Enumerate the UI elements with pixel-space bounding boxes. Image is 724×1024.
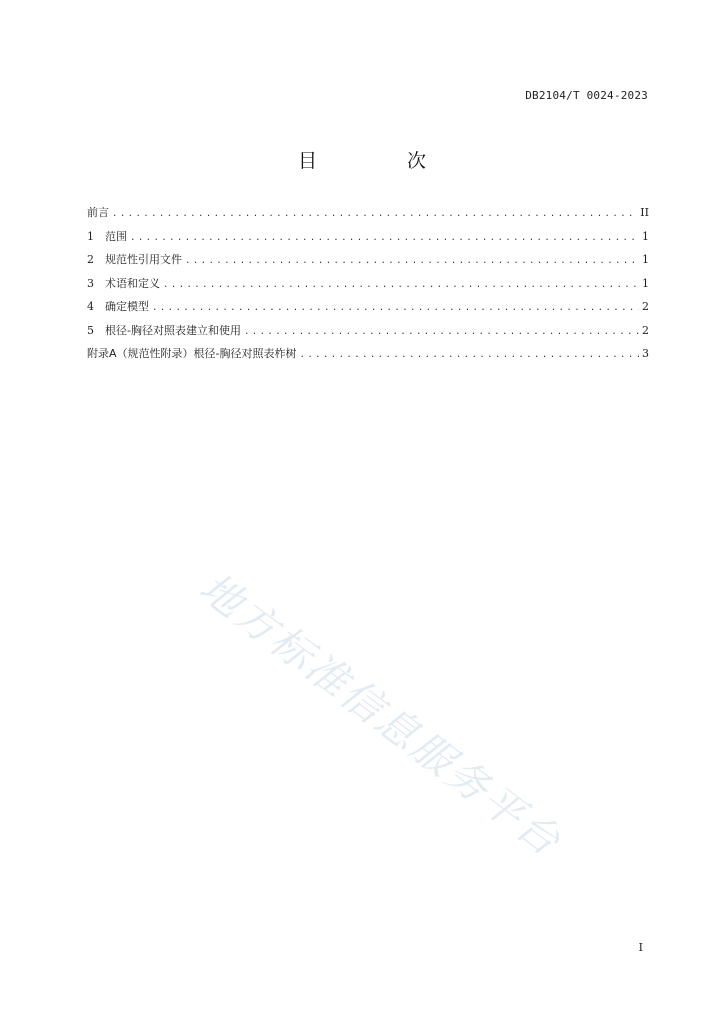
toc-entry-page: 2 xyxy=(642,323,649,337)
toc-entry-page: 2 xyxy=(642,300,649,313)
toc-entry-page: 1 xyxy=(642,229,649,243)
page-number: I xyxy=(638,941,643,954)
toc-leader-dots xyxy=(300,347,640,363)
watermark-text: 地方标准信息服务平台 xyxy=(190,563,572,867)
toc-entry-terms-definitions[interactable] xyxy=(87,276,649,300)
toc-entry-label: 根径-胸径对照表建立和使用 xyxy=(105,323,241,337)
toc-entry-page: 1 xyxy=(642,276,649,290)
toc-entry-label: 附录A（规范性附录）根径-胸径对照表柞树 xyxy=(87,347,297,360)
toc-entry-label: 规范性引用文件 xyxy=(105,253,182,266)
document-code: DB2104/T 0024-2023 xyxy=(525,89,648,102)
toc-entry-determine-model[interactable] xyxy=(87,299,649,323)
toc-entry-number: 5 xyxy=(87,323,94,337)
toc-entry-label: 前言 xyxy=(87,206,109,219)
toc-leader-dots xyxy=(163,277,639,293)
toc-entry-page: 3 xyxy=(642,347,649,360)
toc-entry-label: 范围 xyxy=(105,229,127,243)
toc-entry-page: II xyxy=(640,206,649,219)
toc-entry-label: 术语和定义 xyxy=(105,276,160,290)
toc-entry-page: 1 xyxy=(642,253,649,266)
toc-entry-number: 2 xyxy=(87,253,94,266)
toc-entry-number: 1 xyxy=(87,229,94,243)
toc-leader-dots xyxy=(152,300,639,316)
toc-leader-dots xyxy=(130,230,639,246)
toc-entry-foreword[interactable] xyxy=(87,205,649,229)
toc-entry-appendix-a[interactable] xyxy=(87,346,649,370)
page-title: 目 次 xyxy=(297,150,469,172)
toc-leader-dots xyxy=(244,324,639,340)
toc-entry-number: 4 xyxy=(87,300,94,313)
toc-entry-comparison-table[interactable] xyxy=(87,323,649,347)
table-of-contents xyxy=(87,205,649,370)
toc-entry-scope[interactable] xyxy=(87,229,649,253)
toc-leader-dots xyxy=(112,206,637,222)
toc-entry-normative-references[interactable] xyxy=(87,252,649,276)
toc-leader-dots xyxy=(185,253,639,269)
toc-entry-label: 确定模型 xyxy=(105,300,149,313)
toc-entry-number: 3 xyxy=(87,276,94,290)
